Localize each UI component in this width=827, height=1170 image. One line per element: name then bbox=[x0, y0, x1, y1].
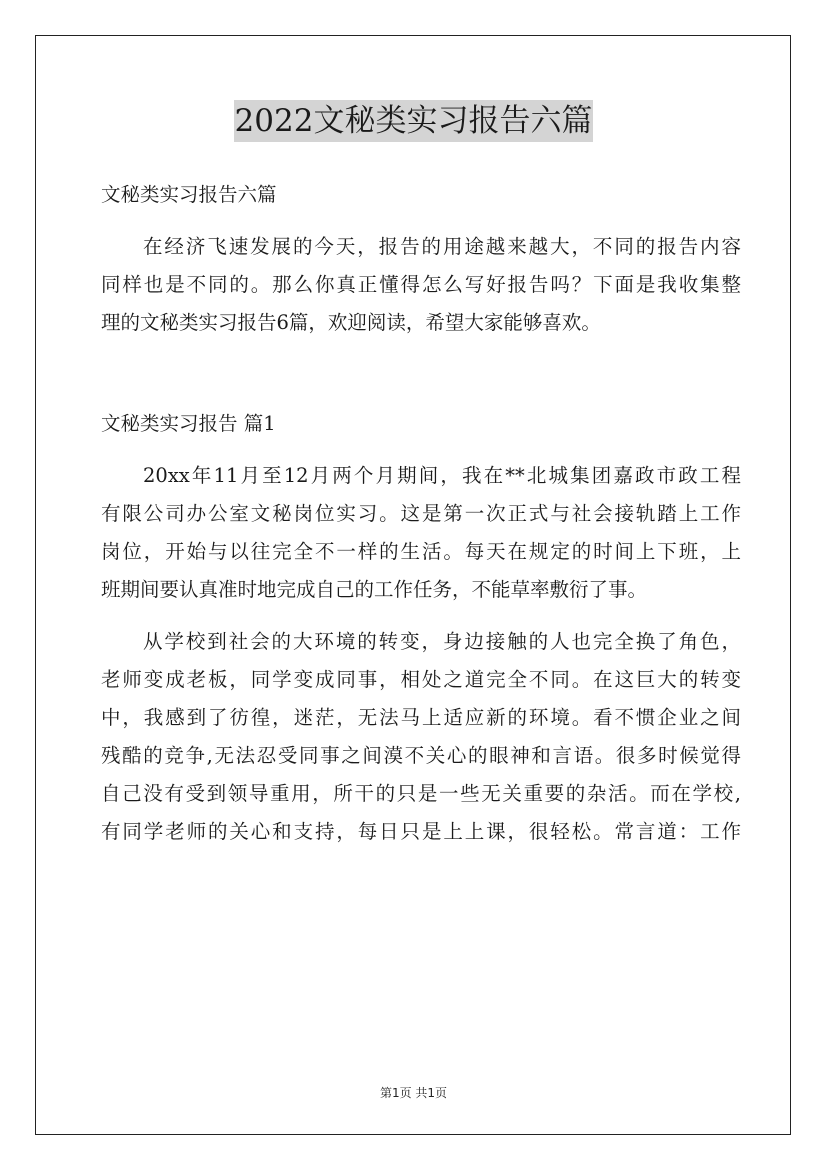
intro-paragraph bbox=[101, 228, 741, 342]
section-heading: 文秘类实习报告 篇1 bbox=[101, 412, 276, 435]
text-line: 理的文秘类实习报告6篇，欢迎阅读，希望大家能够喜欢。 bbox=[101, 311, 601, 334]
text-line: 从学校到社会的大环境的转变，身边接触的人也完全换了角色， bbox=[143, 630, 741, 653]
text-line: 老师变成老板，同学变成同事，相处之道完全不同。在这巨大的转变 bbox=[101, 668, 741, 691]
text-line: 残酷的竞争,无法忍受同事之间漠不关心的眼神和言语。很多时候觉得 bbox=[101, 744, 741, 767]
text-line: 有限公司办公室文秘岗位实习。这是第一次正式与社会接轨踏上工作 bbox=[101, 502, 741, 525]
document-body bbox=[101, 176, 741, 851]
text-line: 岗位，开始与以往完全不一样的生活。每天在规定的时间上下班，上 bbox=[101, 540, 741, 563]
text-line: 20xx年11月至12月两个月期间，我在**北城集团嘉政市政工程 bbox=[143, 464, 741, 487]
text-line: 在经济飞速发展的今天，报告的用途越来越大，不同的报告内容 bbox=[143, 235, 741, 258]
page-footer bbox=[0, 1084, 827, 1101]
title-text: 2022文秘类实习报告六篇 bbox=[234, 100, 594, 142]
text-line: 班期间要认真准时地完成自己的工作任务，不能草率敷衍了事。 bbox=[101, 578, 648, 601]
paragraph-2 bbox=[101, 623, 741, 851]
subtitle: 文秘类实习报告六篇 bbox=[101, 183, 277, 206]
page-number: 第1页 共1页 bbox=[379, 1086, 448, 1100]
text-line: 同样也是不同的。那么你真正懂得怎么写好报告吗？下面是我收集整 bbox=[101, 273, 741, 296]
text-line: 自己没有受到领导重用，所干的只是一些无关重要的杂活。而在学校, bbox=[101, 782, 741, 805]
paragraph-1 bbox=[101, 457, 741, 609]
document-title bbox=[0, 100, 827, 142]
text-line: 中，我感到了彷徨，迷茫，无法马上适应新的环境。看不惯企业之间 bbox=[101, 706, 741, 729]
text-line: 有同学老师的关心和支持，每日只是上上课，很轻松。常言道：工作 bbox=[101, 820, 741, 843]
